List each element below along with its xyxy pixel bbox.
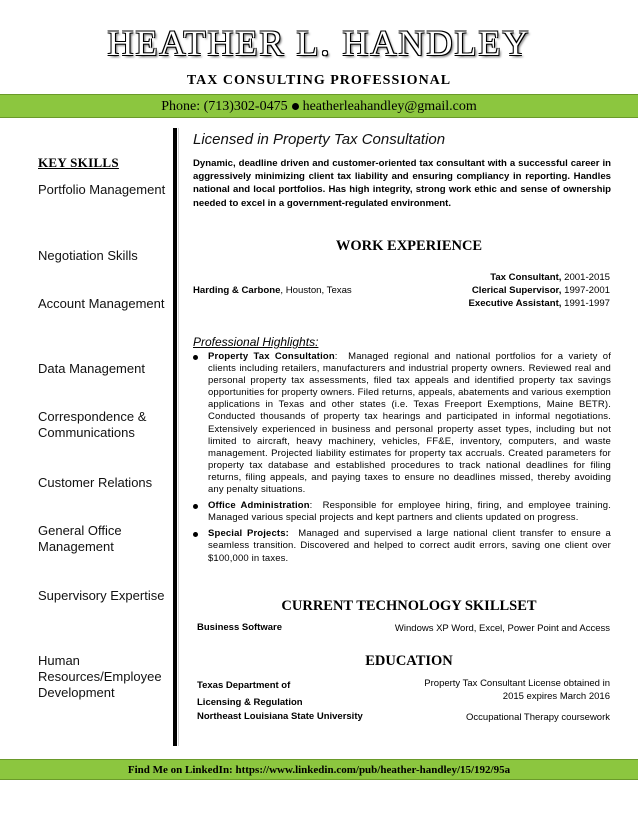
separator-dot-icon bbox=[292, 103, 299, 110]
education-school bbox=[197, 677, 303, 711]
skill-item: Human Resources/Employee Development bbox=[38, 653, 162, 700]
bullet-icon bbox=[193, 355, 198, 360]
education-detail-line2: 2015 expires March 2016 bbox=[502, 691, 610, 702]
highlight-label: Property Tax Consultation bbox=[208, 351, 335, 362]
linkedin-footer[interactable]: Find Me on LinkedIn: https://www.linkedin.com/pub/heather-handley/15/192/95a bbox=[0, 759, 638, 780]
skill-item: General Office Management bbox=[38, 523, 122, 554]
technology-value: Windows XP Word, Excel, Power Point and Access bbox=[394, 623, 610, 634]
role-row bbox=[468, 284, 610, 297]
bullet-icon bbox=[193, 532, 198, 537]
highlight-item bbox=[193, 500, 611, 524]
education-heading: EDUCATION bbox=[365, 653, 453, 669]
highlight-separator: : bbox=[334, 351, 338, 362]
technology-heading: CURRENT TECHNOLOGY SKILLSET bbox=[281, 598, 537, 614]
highlight-text: Managed and supervised a large national client transfer to ensure a seamless transition. Discovered and helped to correct audit errors, saving one client over $100,000 in taxes. bbox=[208, 528, 611, 564]
role-years: 2001-2015 bbox=[564, 272, 610, 283]
professional-title: TAX CONSULTING PROFESSIONAL bbox=[186, 73, 452, 88]
school-name-line1: Texas Department of bbox=[197, 680, 291, 691]
phone-number: Phone: (713)302-0475 bbox=[161, 99, 288, 114]
role-years: 1991-1997 bbox=[564, 298, 610, 309]
role-title: Executive Assistant, bbox=[468, 298, 562, 309]
key-skills-heading: KEY SKILLS bbox=[38, 155, 119, 170]
summary-paragraph: Dynamic, deadline driven and customer-oriented tax consultant with a successful career in aggressively minimizing client tax liability and ensuring compliancy in reporting. Handles national and local portfolios. Has high integrity, strong work ethic and sense of ownership needed to excel in a government-regulated environment. bbox=[193, 158, 611, 209]
contact-bar bbox=[0, 94, 638, 118]
role-row bbox=[468, 271, 610, 284]
skill-item: Supervisory Expertise bbox=[38, 588, 165, 603]
company-location: , Houston, Texas bbox=[280, 285, 352, 296]
school-name-line2: Licensing & Regulation bbox=[197, 697, 303, 708]
skill-item: Customer Relations bbox=[38, 475, 153, 490]
skill-item: Correspondence & Communications bbox=[38, 409, 147, 440]
highlight-item bbox=[193, 528, 611, 564]
highlight-text: Managed regional and national portfolios for a variety of clients including retailers, manufacturers and industrial property owners. Reviewed real and personal property tax assessments, filed tax appeals and identified property tax savings opportunities for property owners. Filed returns, appeals, abatements and various exemption applications in Texas and other states (i.e. Texas Freeport Exemptions, Maine BETR). Conducted thousands of property tax hearings and participated in informal negotiations. Extensively experienced in business and personal property asset types, including but not limited to aircraft, heavy machinery, vehicles, FF&E, inventory, computers, and waste management. Projected liability estimates for property tax accruals. Created parameters for property tax database and established procedures to track national deadlines for filing returns, filing appeals, and paying taxes to ensure no deadlines missed, thereby avoiding any penalty situations. bbox=[208, 351, 611, 496]
education-detail bbox=[424, 677, 610, 703]
highlight-label: Office Administration bbox=[208, 500, 310, 512]
highlight-text: Responsible for employee hiring, firing, and employee training. Managed various special projects and kept partners and clients updated on progress. bbox=[208, 500, 611, 524]
role-title: Tax Consultant, bbox=[490, 272, 562, 283]
highlight-item bbox=[193, 351, 611, 496]
email-link[interactable]: heatherleahandley@gmail.com bbox=[302, 99, 477, 114]
resume-name: HEATHER L. HANDLEY bbox=[107, 23, 531, 63]
employer bbox=[193, 285, 352, 296]
highlights-list bbox=[193, 351, 611, 569]
role-row bbox=[468, 297, 610, 310]
skill-item: Account Management bbox=[38, 296, 165, 311]
highlight-label: Special Projects: bbox=[208, 528, 289, 540]
highlight-separator: : bbox=[309, 500, 313, 512]
bullet-icon bbox=[193, 504, 198, 509]
vertical-divider-shadow bbox=[178, 128, 179, 746]
technology-label: Business Software bbox=[197, 622, 282, 633]
highlights-heading: Professional Highlights: bbox=[193, 335, 319, 349]
headline: Licensed in Property Tax Consultation bbox=[193, 131, 446, 148]
skill-item: Portfolio Management bbox=[38, 182, 166, 197]
skill-item: Data Management bbox=[38, 361, 145, 376]
role-years: 1997-2001 bbox=[564, 285, 610, 296]
role-title: Clerical Supervisor, bbox=[471, 285, 562, 296]
education-school: Northeast Louisiana State University bbox=[197, 711, 363, 722]
roles-list bbox=[468, 271, 610, 310]
company-name: Harding & Carbone bbox=[193, 285, 281, 296]
vertical-divider bbox=[173, 128, 177, 746]
skill-item: Negotiation Skills bbox=[38, 248, 138, 263]
education-detail-line1: Property Tax Consultant License obtained in bbox=[424, 678, 610, 689]
education-detail: Occupational Therapy coursework bbox=[466, 712, 610, 723]
work-experience-heading: WORK EXPERIENCE bbox=[335, 238, 483, 254]
